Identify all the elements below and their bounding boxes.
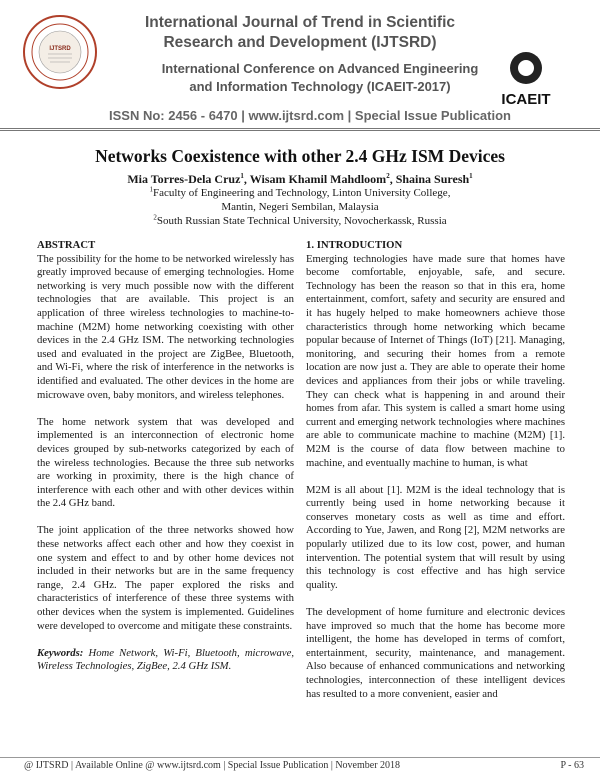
journal-title: International Journal of Trend in Scientific Research and Development (IJTSRD) <box>144 14 456 51</box>
keywords-label: Keywords: <box>37 646 84 659</box>
author-name: Wisam Khamil Mahdloom <box>249 172 387 186</box>
abstract-paragraph: The joint application of the three networks showed how these networks affect each other and how they coexist in one system and effect to and by other home devices not included in their networks but are in the same frequency range, 2.4 GHz. The paper explored the risks and characteristics of interference of these three systems with other devices when the system is implemented. Guidelines were developed to overcome and mitigate these constraints. <box>37 524 294 632</box>
abstract-heading: ABSTRACT <box>37 239 96 251</box>
issn-line: ISSN No: 2456 - 6470 | www.ijtsrd.com | Special Issue Publication <box>109 108 511 123</box>
journal-header <box>0 0 600 138</box>
abstract-column <box>37 239 294 688</box>
page-number: P - 63 <box>560 760 584 771</box>
icaeit-logo-text: ICAEIT <box>501 91 551 108</box>
introduction-paragraph: M2M is all about [1]. M2M is the ideal technology that is currently being used in home networking because it conserves monetary costs as well as time and effort. According to Yue, Jawen, and Rong [2], M2M networks are popularly utilized due to its low cost, power, and human intervention. The potential system that will result by using this technology is cost effective and has high service quality. <box>306 483 565 591</box>
author-name: Mia Torres-Dela Cruz <box>127 172 241 186</box>
author-name: Shaina Suresh <box>395 172 470 186</box>
footer-divider <box>0 757 600 758</box>
paper-title: Networks Coexistence with other 2.4 GHz ISM Devices <box>95 146 505 166</box>
header-divider <box>0 128 600 131</box>
affiliations: $^1$Faculty of Engineering and Technology, Linton University College, Mantin, Negeri Sembilan, Malaysia $^2$South Russian State Technical University, Novocherkassk, Russia <box>149 185 451 227</box>
introduction-paragraph: Emerging technologies have made sure that homes have become comfortable, enjoyable, safe, and secure. Technology has been the reason so that in this era, home entertainment, comfort, safety and security are ensured and it has hugely helped to make homeowners achieve those characteristics through home networking which became popular because of Internet of Things (IoT) [21]. Managing, monitoring, and securing their homes from a remote location are now just a. They are able to operate their home devices and appliances from their jobs or while traveling. They can check what is happening in and around their homes from afar. This system is called a smart home using current and emerging network technologies where machines are able to communicate machine to machine (M2M) [1]. M2M is the course of data flow between machine to machine, and eventually machine to human, is what <box>306 252 565 469</box>
footer-text: @ IJTSRD | Available Online @ www.ijtsrd.com | Special Issue Publication | November 2018 <box>24 760 401 771</box>
introduction-heading: 1. INTRODUCTION <box>306 239 403 251</box>
abstract-paragraph: The home network system that was developed and implemented is an interconnection of electronic home devices grouped by sub-networks categorized by each of the wireless technologies. Because the three sub networks are working in proximity, there is the high chance of interference with each other and with other devices within the 2.4 GHz band. <box>37 415 294 510</box>
introduction-column <box>306 239 565 701</box>
icaeit-logo <box>486 44 566 110</box>
abstract-paragraph: The possibility for the home to be networked wirelessly has greatly improved because of emerging technologies. Home networking is very much possible now with the different technologies that are available. This project is an application of three wireless technologies to machine-to-machine (M2M) home networking coexisting with other devices in the 2.4 GHz ISM. The networking technologies used and evaluated in the project are ZigBee, Bluetooth, and Wi-Fi, where the risk of interference in the networks is identified and evaluated. The other devices in the home are microwave oven, baby monitors, and wireless telephones. <box>37 252 294 401</box>
conference-title: International Conference on Advanced Engineering and Information Technology (ICAEIT-2017) <box>161 61 479 94</box>
introduction-paragraph: The development of home furniture and electronic devices have improved so much that the home has become more intelligent, the home has developed in terms of comfort, entertainment, security, maintenance, and management. Also because of enhanced communications and networking technologies, interconnection of these intelligent devices has resulted to a more convenient, easier and <box>306 606 565 700</box>
keywords: Keywords: Home Network, Wi-Fi, Bluetooth, microwave, Wireless Technologies, ZigBee, 2.4 GHz ISM. <box>37 646 294 673</box>
seal-center-text: IJTSRD <box>49 46 71 52</box>
author-list: Mia Torres-Dela Cruz$^1$, Wisam Khamil Mahdloom$^2$, Shaina Suresh$^1$ <box>127 172 473 186</box>
